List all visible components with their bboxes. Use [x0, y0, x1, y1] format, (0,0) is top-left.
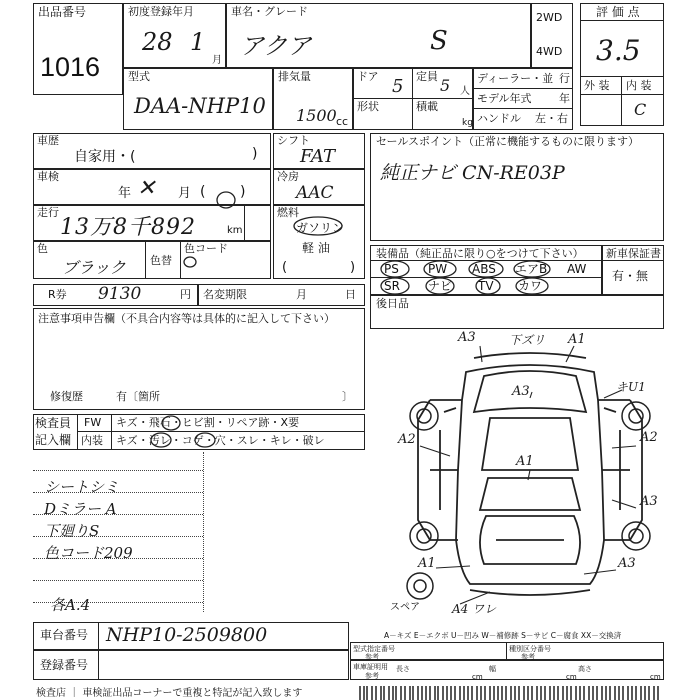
- equip-aw: AW: [567, 262, 587, 276]
- equip-sr: SR: [384, 279, 400, 293]
- model-spec-sub: 参考: [365, 653, 379, 661]
- spare-label: スペア: [390, 602, 420, 613]
- warranty-label: 新車保証書: [606, 247, 661, 260]
- history-value: 自家用・(: [74, 149, 136, 165]
- interior-items: キズ・汚レ・コゲ・穴・スレ・キレ・破レ: [116, 434, 325, 447]
- dealer-mark: 行: [559, 72, 570, 85]
- recycle-unit: 円: [180, 288, 191, 301]
- shape-label: 形状: [357, 100, 379, 113]
- cert-label: 車庫証明用: [353, 663, 388, 671]
- interior-value: C: [634, 100, 647, 119]
- car-grade: S: [430, 26, 448, 56]
- equip-airbag: エアB: [515, 262, 548, 276]
- chassis-label: 車台番号: [40, 628, 89, 642]
- equip-leather: カワ: [518, 279, 543, 293]
- fuel-paren-open: (: [282, 260, 288, 275]
- fuel-gasoline: ガソリン: [296, 221, 345, 235]
- repaint-label: 色替: [150, 254, 172, 267]
- drive-2wd: 2WD: [536, 11, 563, 24]
- dmg-mark-10: A1: [418, 556, 436, 571]
- cert-width-unit: cm: [566, 673, 577, 681]
- equip-pw: PW: [428, 262, 448, 276]
- dmg-mark-9: A3: [640, 494, 658, 509]
- dmg-mark-8: A1: [516, 454, 534, 469]
- dmg-mark-4: A3: [512, 384, 530, 399]
- inspector-note-2: Dミラー A: [44, 500, 117, 518]
- cert-length-unit: cm: [472, 673, 483, 681]
- interior-inspect-label: 内装: [81, 434, 103, 447]
- equip-navi: ナビ: [428, 279, 453, 293]
- color-code-label: 色コード: [184, 242, 228, 255]
- rating-value: 3.5: [596, 34, 641, 67]
- model-spec-label: 型式指定番号: [353, 645, 395, 653]
- equip-tv: TV: [478, 279, 494, 293]
- model-year-mark: 年: [559, 92, 570, 105]
- rating-label: 評 価 点: [596, 5, 640, 19]
- fuel-diesel: 軽 油: [302, 241, 330, 255]
- inspector-note-4: 色コード209: [44, 544, 133, 562]
- displacement-label: 排気量: [278, 70, 311, 83]
- drive-4wd: 4WD: [536, 45, 563, 58]
- later-items-label: 後日品: [376, 297, 409, 310]
- car-name: アクア: [240, 32, 312, 60]
- dmg-mark-5: キU1: [616, 380, 646, 394]
- color-value: ブラック: [62, 258, 126, 277]
- shift-value: FAT: [300, 146, 335, 167]
- cooling-label: 冷房: [277, 170, 299, 183]
- inspection-mark: ✕: [137, 176, 156, 201]
- cert-length: 長さ: [396, 665, 410, 673]
- name-change-label: 名変期限: [203, 288, 247, 301]
- inspection-month-unit: 月: [178, 186, 192, 201]
- cert-sub: 参考: [365, 672, 379, 680]
- capacity-value: 5: [440, 76, 451, 95]
- history-label: 車歴: [37, 134, 59, 147]
- mileage-unit: km: [227, 225, 243, 236]
- name-change-month: 月: [296, 288, 307, 301]
- repair-value: 有〔箇所: [116, 390, 160, 403]
- reg-date-year: 28: [142, 28, 173, 56]
- repair-close: 〕: [342, 390, 353, 403]
- sales-point-value: 純正ナビ CN-RE03P: [380, 162, 565, 184]
- load-label: 積載: [416, 100, 438, 113]
- bottom-text: 検査店 ｜ 車検証出品コーナーで重複と特記が記入致します: [36, 688, 303, 699]
- cert-height-unit: cm: [650, 673, 661, 681]
- shift-label: シフト: [277, 134, 310, 147]
- reg-date-label: 初度登録年月: [128, 5, 194, 18]
- recycle-value: 9130: [98, 284, 142, 304]
- inspection-year-unit: 年: [118, 186, 132, 201]
- dmg-mark-11: A3: [618, 556, 636, 571]
- inspection-paren-open: (: [200, 184, 206, 200]
- dmg-mark-12: A4 ワレ: [452, 602, 497, 616]
- dmg-mark-7: A2: [640, 430, 658, 445]
- capacity-label: 定員: [416, 70, 438, 83]
- history-close: ): [252, 146, 258, 162]
- handle-value: 左・右: [535, 112, 568, 125]
- category-sub: 参考: [521, 653, 535, 661]
- recycle-label: R券: [48, 288, 67, 301]
- inspector-note-5: 各A.4: [50, 596, 91, 614]
- category-label: 種別区分番号: [509, 645, 551, 653]
- reg-date-month-unit: 月: [212, 55, 222, 66]
- warranty-value: 有・無: [612, 269, 649, 283]
- exterior-label: 外 装: [584, 79, 610, 92]
- equip-ps: PS: [384, 262, 399, 276]
- legend-text: A－キズ E－エクボ U－凹み W－補修跡 S－サビ C－腐食 XX－交換済: [384, 631, 622, 640]
- displacement-unit: cc: [336, 115, 349, 128]
- lot-label: 出品番号: [38, 5, 87, 19]
- sales-point-label: セールスポイント（正常に機能するものに限ります）: [376, 135, 640, 148]
- dmg-mark-2: 下ズリ: [509, 333, 546, 347]
- cert-width: 幅: [489, 665, 496, 673]
- dealer-label: ディーラー・並: [477, 72, 554, 85]
- cooling-value: AAC: [296, 183, 334, 203]
- repair-label: 修復歴: [50, 390, 83, 403]
- model-year-label: モデル年式: [477, 92, 532, 105]
- inspection-paren-close: ): [240, 184, 246, 200]
- lot-number: 1016: [40, 52, 101, 82]
- chassis-value: NHP10-2509800: [106, 624, 268, 646]
- mileage-label: 走行: [37, 206, 59, 219]
- fw-items: キズ・飛石・ヒビ割・リペア跡・X要: [116, 416, 300, 429]
- dmg-mark-1: A3: [458, 330, 476, 345]
- load-unit: kg: [462, 118, 473, 128]
- inspector-label1: 検査員: [35, 416, 72, 430]
- inspector-note-3: 下廻りS: [44, 522, 100, 540]
- mileage-value: 13万8千892: [60, 215, 196, 240]
- doors-label: ドア: [357, 70, 379, 83]
- model-value: DAA-NHP10: [134, 94, 266, 118]
- interior-label: 内 装: [626, 79, 652, 92]
- fuel-label: 燃料: [277, 206, 299, 219]
- inspector-note-1: シートシミ: [44, 478, 120, 496]
- fw-label: FW: [84, 416, 102, 429]
- dmg-mark-6: A2: [398, 432, 416, 447]
- reg-date-month: 1: [190, 28, 206, 56]
- doors-value: 5: [392, 76, 404, 97]
- displacement-value: 1500: [296, 106, 337, 125]
- notes-label: 注意事項申告欄（不具合内容等は具体的に記入して下さい）: [38, 312, 335, 325]
- dmg-mark-3: A1: [568, 332, 586, 347]
- inspector-label2: 記入欄: [35, 433, 72, 447]
- color-label: 色: [37, 242, 48, 255]
- cert-height: 高さ: [578, 665, 592, 673]
- handle-label: ハンドル: [477, 112, 521, 125]
- name-change-day: 日: [345, 288, 356, 301]
- model-label: 型式: [128, 70, 150, 83]
- name-label: 車名・グレード: [231, 5, 308, 18]
- equip-abs: ABS: [472, 262, 496, 276]
- capacity-unit: 人: [460, 86, 470, 97]
- inspection-label: 車検: [37, 170, 59, 183]
- fuel-paren-close: ): [350, 260, 356, 275]
- registration-label: 登録番号: [40, 658, 89, 672]
- equipment-label: 装備品（純正品に限り○をつけて下さい）: [376, 247, 584, 260]
